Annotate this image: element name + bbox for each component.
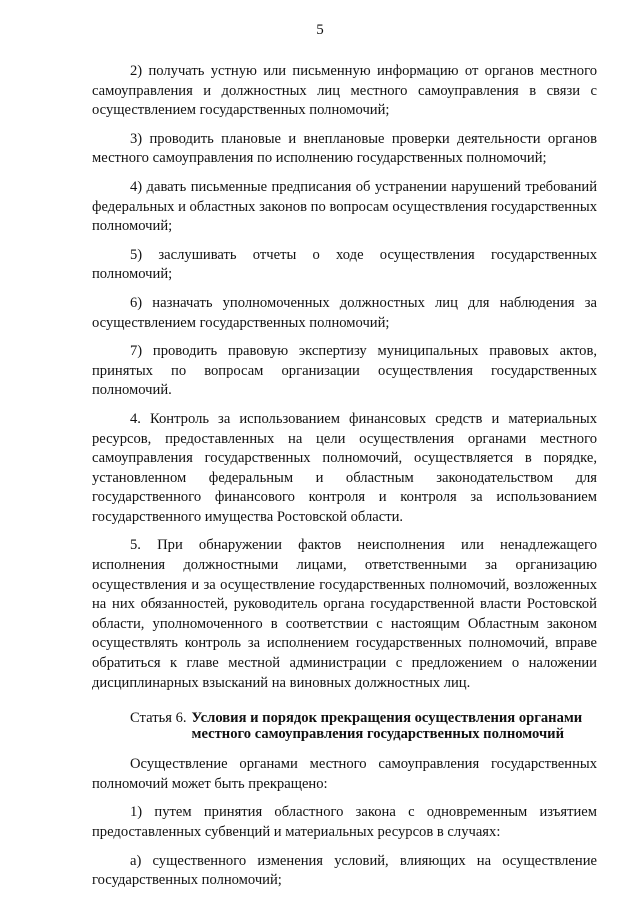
paragraph-article-subitem-a: а) существенного изменения условий, влияющих на осуществление государственных полномочий;: [92, 852, 597, 889]
paragraph-article-intro: Осуществление органами местного самоуправления государственных полномочий может быть прекращено:: [92, 756, 597, 792]
paragraph-item-4: 4) давать письменные предписания об устранении нарушений требований федеральных и областных законов по вопросам осуществления государственных полномочий;: [92, 178, 597, 235]
paragraph-article-item-1: 1) путем принятия областного закона с одновременным изъятием предоставленных субвенций и материальных ресурсов в случаях:: [92, 804, 597, 840]
article-title: Условия и порядок прекращения осуществления органами местного самоуправления государственных полномочий: [191, 710, 583, 743]
article-label: Статья 6.: [130, 710, 187, 727]
paragraph-item-6: 6) назначать уполномоченных должностных лиц для наблюдения за осуществлением государственных полномочий;: [92, 294, 597, 331]
paragraph-item-5: 5) заслушивать отчеты о ходе осуществления государственных полномочий;: [92, 246, 597, 283]
paragraph-item-2: 2) получать устную или письменную информацию от органов местного самоуправления и должностных лиц местного самоуправления в связи с осуществлением государственных полномочий;: [92, 63, 597, 119]
article-heading: [130, 710, 597, 742]
document-body: [92, 62, 597, 900]
paragraph-item-3: 3) проводить плановые и внеплановые проверки деятельности органов местного самоуправления по исполнению государственных полномочий;: [92, 130, 597, 167]
paragraph-section-5: 5. При обнаружении фактов неисполнения или ненадлежащего исполнения должностными лицами, ответственными за организацию осуществления и за осуществление государственных полномочий, возложенных на них обязанностей, руководитель органа государственной власти Ростовской области, уполномоченного в соответствии с настоящим Областным законом осуществлять контроль за исполнением государственных полномочий, вправе обратиться к главе местной администрации с предложением о наложении дисциплинарных взысканий на виновных должностных лиц.: [92, 537, 597, 691]
paragraph-item-7: 7) проводить правовую экспертизу муниципальных правовых актов, принятых по вопросам организации осуществления государственных полномочий.: [92, 343, 597, 399]
page-number: 5: [316, 22, 324, 38]
paragraph-section-4: 4. Контроль за использованием финансовых средств и материальных ресурсов, предоставленных на цели осуществления органами местного самоуправления государственных полномочий, осуществляется в порядке, установленном федеральным и областным законодательством для государственного финансового контроля и контроля за использованием государственного имущества Ростовской области.: [92, 410, 597, 525]
